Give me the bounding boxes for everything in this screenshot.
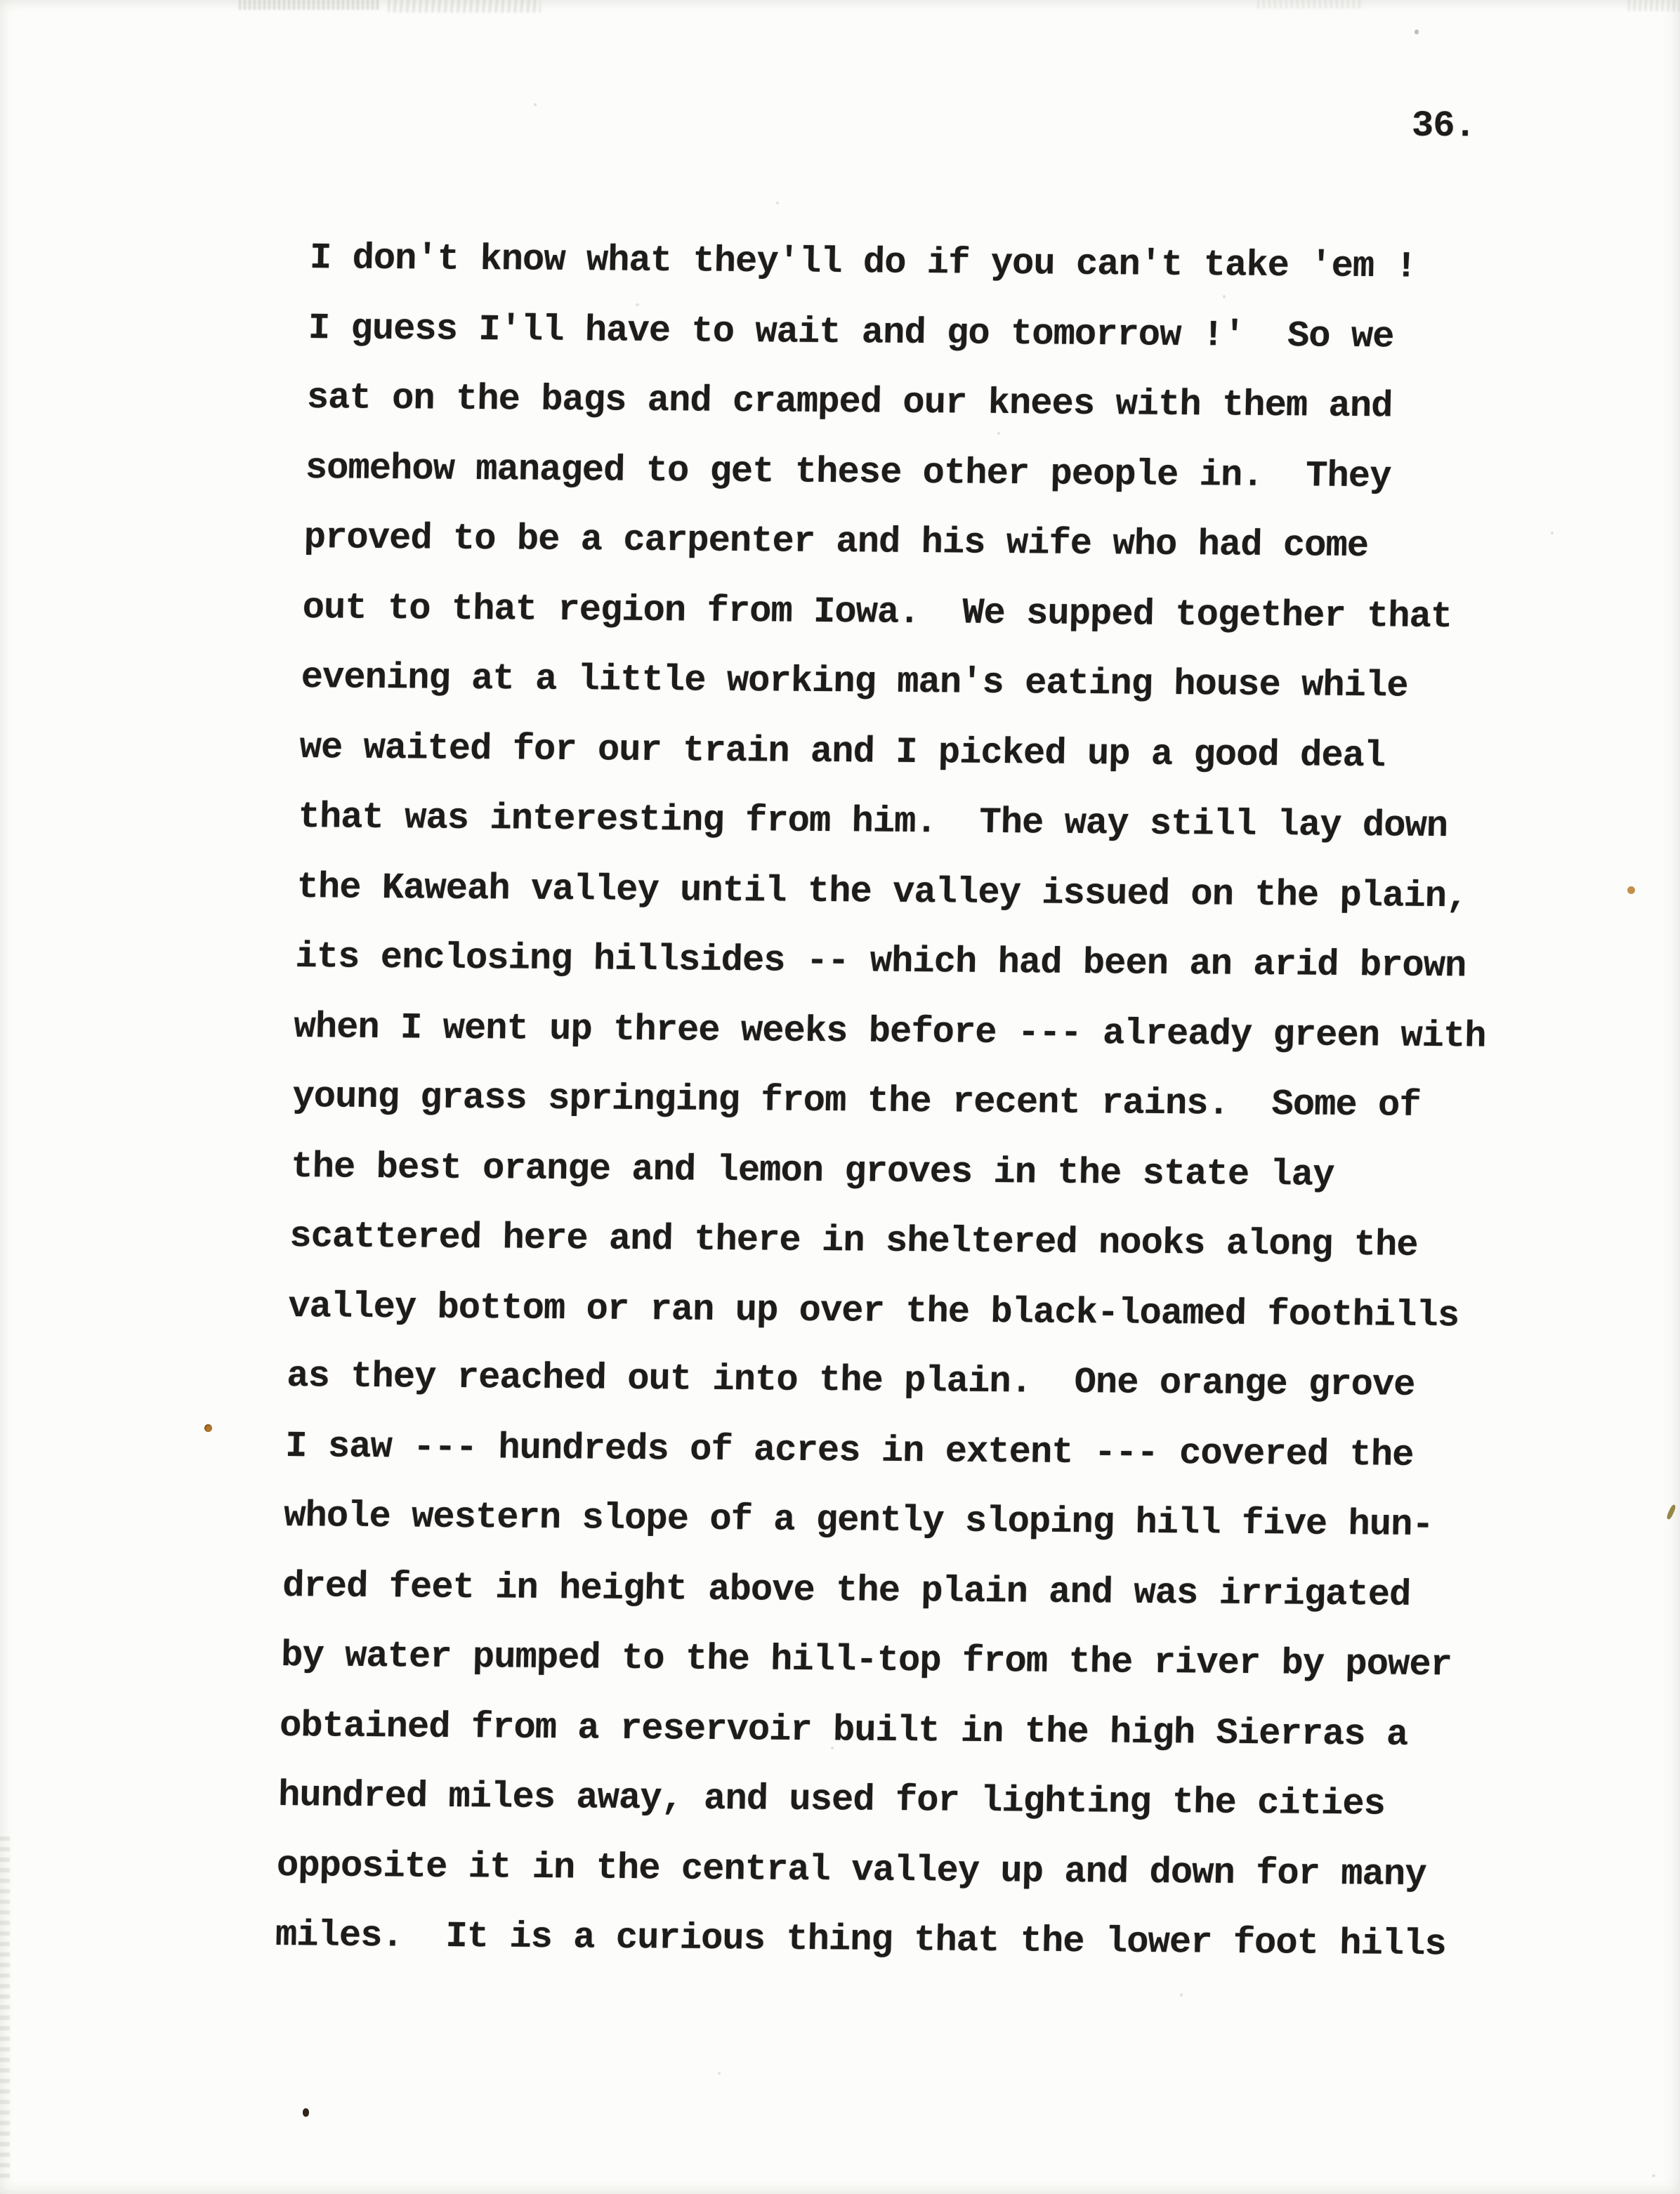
typed-line: sat on the bags and cramped our knees with them and (306, 377, 1393, 428)
typed-line: when I went up three weeks before --- already green with (293, 1006, 1487, 1058)
typed-line: somehow managed to get these other people in. They (305, 447, 1392, 497)
typed-line: that was interesting from him. The way still lay down (298, 796, 1448, 848)
scan-speck (452, 1031, 455, 1034)
scan-speck-orange (204, 1424, 212, 1432)
typed-line: I saw --- hundreds of acres in extent --- covered the (284, 1425, 1415, 1476)
scan-speck (1652, 2174, 1655, 2177)
scan-speck (718, 2072, 721, 2075)
scan-speck (997, 432, 1000, 435)
typed-line: the best orange and lemon groves in the state lay (290, 1145, 1335, 1196)
typed-line: I don't know what they'll do if you can't take 'em ! (309, 237, 1417, 288)
typed-line: evening at a little working man's eating house while (301, 657, 1409, 707)
typed-line: out to that region from Iowa. We supped together that (302, 586, 1452, 638)
typed-text-block (275, 223, 1502, 1980)
scan-smudge-top-left (239, 0, 379, 10)
scan-speck (1223, 295, 1226, 298)
typed-line: I guess I'll have to wait and go tomorrow !' So we (308, 307, 1395, 357)
typed-line: opposite it in the central valley up and down for many (276, 1844, 1427, 1896)
typed-line: hundred miles away, and used for lighting the cities (277, 1775, 1386, 1825)
scan-speck (636, 303, 639, 306)
scan-speck (1180, 1993, 1183, 1997)
typed-line: by water pumped to the hill-top from the river by power (280, 1635, 1452, 1686)
typed-line: valley bottom or ran up over the black-loamed foothills (287, 1285, 1459, 1336)
typed-line: obtained from a reservoir built in the high Sierras a (279, 1704, 1408, 1756)
scan-speck-dark (303, 2108, 309, 2117)
typed-line: the Kaweah valley until the valley issued on the plain, (296, 866, 1469, 917)
scan-speck (1551, 532, 1554, 534)
scan-smudge-top-right (1257, 0, 1363, 8)
scan-speck (776, 202, 779, 204)
typed-line: scattered here and there in sheltered nooks along the (289, 1216, 1419, 1266)
typed-line: as they reached out into the plain. One orange grove (286, 1355, 1416, 1406)
scan-speck (1415, 29, 1419, 34)
typed-line: dred feet in height above the plain and was irrigated (282, 1565, 1412, 1616)
typed-line: we waited for our train and I picked up a good deal (299, 726, 1386, 777)
scan-smudge-top-left-2 (388, 0, 541, 13)
typed-line: proved to be a carpenter and his wife who had come (303, 517, 1369, 567)
scan-speck-olive (1666, 1504, 1676, 1520)
scan-speck (831, 1747, 834, 1749)
page-number: 36. (1411, 105, 1476, 147)
typed-line: miles. It is a curious thing that the lower foot hills (275, 1914, 1447, 1966)
scan-speck (534, 103, 537, 106)
scan-smudge-left-edge (0, 1837, 10, 2181)
typed-line: its enclosing hillsides -- which had been an arid brown (294, 936, 1466, 987)
scan-speck-orange (1627, 886, 1635, 894)
typed-line: young grass springing from the recent rains. Some of (291, 1076, 1422, 1126)
scan-smudge-top-corner (1628, 0, 1680, 11)
typed-line: whole western slope of a gently sloping hill five hun- (283, 1495, 1434, 1546)
